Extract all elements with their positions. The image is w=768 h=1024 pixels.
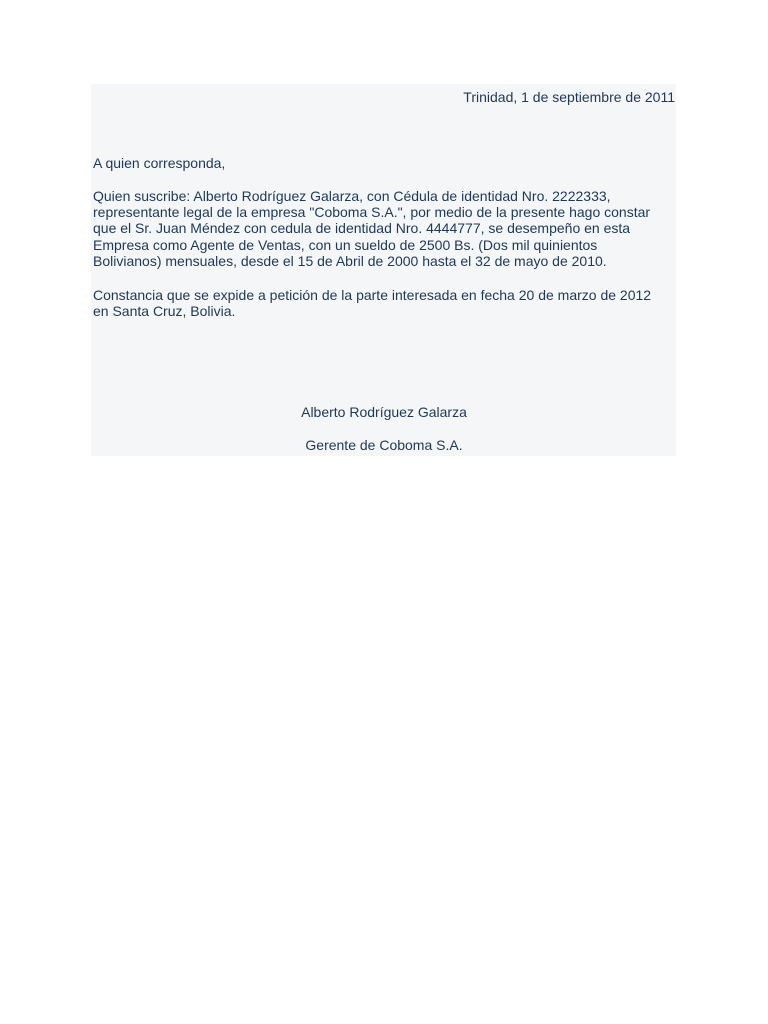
- signature-title: Gerente de Coboma S.A.: [305, 437, 463, 453]
- body-line: que el Sr. Juan Méndez con cedula de identidad Nro. 4444777, se desempeño en esta: [93, 220, 631, 236]
- letter-salutation: A quien corresponda,: [93, 155, 226, 171]
- body-line: representante legal de la empresa "Coboma S.A.", por medio de la presente hago constar: [93, 204, 651, 220]
- body-line: en Santa Cruz, Bolivia.: [93, 303, 236, 319]
- body-line: Constancia que se expide a petición de la parte interesada en fecha 20 de marzo de 2012: [93, 287, 652, 303]
- body-line: Empresa como Agente de Ventas, con un sueldo de 2500 Bs. (Dos mil quinientos: [93, 237, 598, 253]
- letter-background: [91, 84, 676, 456]
- signature-name: Alberto Rodríguez Galarza: [301, 404, 467, 420]
- body-line: Bolivianos) mensuales, desde el 15 de Abril de 2000 hasta el 32 de mayo de 2010.: [93, 253, 607, 269]
- letter-date: Trinidad, 1 de septiembre de 2011: [463, 89, 675, 105]
- body-line: Quien suscribe: Alberto Rodríguez Galarza, con Cédula de identidad Nro. 2222333,: [93, 188, 611, 204]
